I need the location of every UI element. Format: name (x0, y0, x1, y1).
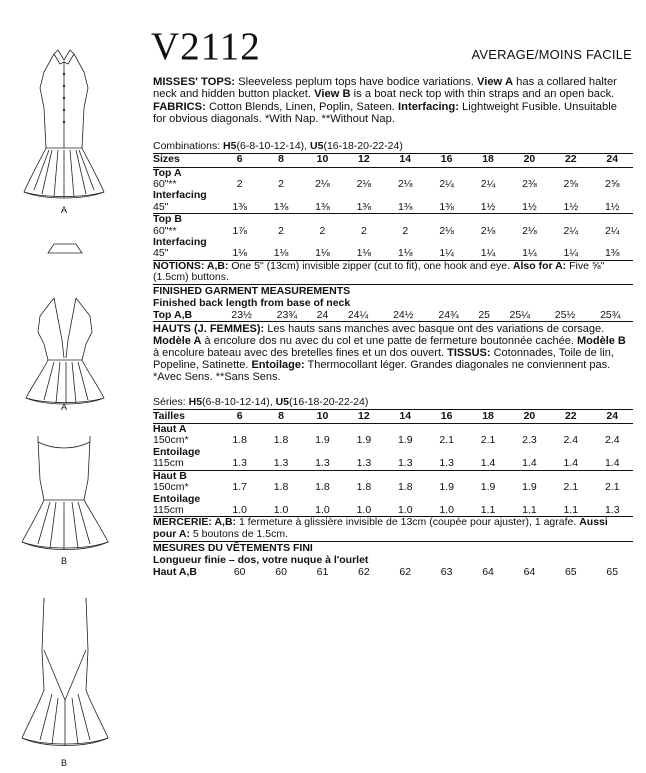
table-cell: 2.1 (604, 481, 620, 494)
table-cell: 1⅜ (592, 248, 633, 260)
table-cell: 1.9 (356, 434, 372, 447)
table-cell: 1⅛ (219, 248, 260, 260)
table-cell: 1.9 (522, 481, 537, 494)
table-cell: 1⅜ (356, 200, 372, 213)
table-cell: 2.1 (439, 434, 454, 447)
table-cell: 1⅛ (302, 248, 343, 260)
table-cell: 1.1 (550, 505, 591, 517)
sketch-drawings (0, 0, 140, 768)
table-cell: 14 (385, 410, 426, 424)
table-cell: 1.3 (232, 457, 247, 470)
table-cell: 60"** (153, 178, 177, 191)
table-row (153, 309, 633, 322)
table-cell: 1.0 (385, 505, 426, 517)
table-section-label (153, 237, 633, 248)
table-cell: 45" (153, 200, 169, 213)
table-cell: 1.0 (426, 505, 467, 517)
table-cell: 1.8 (315, 481, 330, 494)
sketch-view-a-back (26, 298, 104, 404)
table-cell: 8 (260, 410, 301, 424)
table-cell: 150cm* (153, 434, 189, 447)
table-cell: 1½ (480, 200, 496, 213)
sketch-view-b-back (22, 598, 108, 746)
table-cell: 1.9 (439, 481, 454, 494)
table-cell: 24 (592, 410, 633, 424)
table-row (153, 505, 633, 517)
text-fragment: Modèle A (153, 335, 202, 348)
text-fragment: View B (314, 88, 351, 101)
table-section-label (153, 494, 633, 505)
table-cell: Entoilage (153, 445, 201, 458)
text-fragment: has a collared halter neck and hidden button placket. (153, 76, 617, 101)
table-cell: 1⅜ (315, 200, 330, 213)
table-cell: Tailles (153, 410, 219, 424)
table-section-label (153, 190, 633, 201)
text-fragment: 1 fermeture à glissière invisible de 13cm (coupée pour ajuster), 1 agrafe. (236, 516, 580, 529)
table-row (153, 226, 633, 237)
table-cell: 1⅜ (232, 200, 247, 213)
table-cell: 1.4 (604, 457, 620, 470)
text-fragment: MERCERIE: A,B: (153, 516, 237, 529)
table-cell: 2¼ (563, 224, 579, 237)
table-cell: 1.9 (480, 481, 496, 494)
table-cell: 62 (399, 565, 412, 578)
table-section-label (153, 470, 633, 482)
table-cell: 2⅛ (397, 178, 413, 191)
table-cell: 2.1 (480, 434, 496, 447)
table-cell: 25¾ (588, 309, 633, 322)
english-finished-subtitle: Finished back length from base of neck (153, 297, 351, 310)
text-fragment: is a boat neck top with thin straps and an open back. (350, 88, 615, 101)
table-cell: 1.3 (356, 457, 372, 470)
table-cell: 16 (426, 153, 467, 167)
table-cell: 2⅛ (315, 178, 330, 191)
table-cell: 2 (236, 178, 243, 191)
table-cell: 14 (385, 153, 426, 167)
table-cell: 2⅛ (480, 224, 496, 237)
table-cell: Haut A,B (153, 565, 197, 578)
table-cell: 2.1 (563, 481, 579, 494)
text-fragment: U5 (310, 139, 324, 152)
sketch-label-b-front: B (61, 556, 68, 566)
table-header-row (153, 410, 633, 424)
text-fragment: H5 (223, 139, 237, 152)
table-cell: 1.1 (509, 505, 550, 517)
table-cell: 45" (153, 248, 219, 260)
text-fragment: Cotton Blends, Linen, Poplin, Sateen. (205, 100, 399, 113)
text-fragment: H5 (188, 396, 203, 409)
table-cell: 2 (402, 224, 409, 237)
table-cell: 64 (523, 565, 536, 578)
text-fragment: Modèle B (576, 335, 626, 348)
difficulty-rating: AVERAGE/MOINS FACILE (471, 47, 632, 62)
table-cell: 63 (440, 565, 453, 578)
table-cell: 2 (360, 224, 367, 237)
table-cell: 23¾ (264, 309, 309, 322)
text-fragment: One 5" (13cm) invisible zipper (cut to fit), one hook and eye. (228, 259, 513, 272)
french-yardage-table (153, 409, 633, 517)
table-cell: 1⅛ (343, 248, 384, 260)
table-cell: 1.3 (273, 457, 289, 470)
text-fragment: 5 boutons de 1.5cm. (189, 527, 289, 540)
text-fragment: (6-8-10-12-14), (202, 396, 276, 409)
table-cell: 1½ (563, 200, 579, 213)
french-finished-table (153, 566, 633, 578)
table-cell: 115cm (153, 505, 219, 517)
text-fragment: HAUTS (J. FEMMES): (153, 323, 265, 336)
table-cell: 22 (550, 153, 591, 167)
table-cell: 62 (358, 565, 370, 578)
table-cell (219, 214, 633, 226)
table-cell: 150cm* (153, 481, 189, 494)
table-cell: 18 (467, 153, 508, 167)
table-row (153, 202, 633, 214)
table-cell: 64 (482, 565, 494, 578)
text-fragment: Les hauts sans manches avec basque ont des variations de corsage. (264, 323, 605, 336)
french-combinations (153, 396, 633, 408)
table-cell: Entoilage (153, 492, 201, 505)
table-section-label (153, 424, 633, 436)
table-cell: 23½ (219, 309, 264, 322)
text-fragment: Aussi pour A: (153, 516, 608, 540)
english-notions (153, 261, 633, 284)
table-cell: 1.8 (232, 434, 247, 447)
table-cell: 24½ (381, 309, 426, 322)
table-cell: 1½ (522, 200, 537, 213)
table-cell: Top A,B (153, 309, 219, 322)
table-cell: 1⅜ (273, 200, 289, 213)
english-finished-table (153, 309, 633, 322)
table-cell: 1.3 (439, 457, 454, 470)
table-cell: 2¼ (480, 178, 496, 191)
french-finished-subtitle: Longueur finie – dos, votre nuque à l'ourlet (153, 553, 369, 566)
table-cell: 24 (310, 309, 336, 322)
text-fragment: à encolure dos nu avec du col et une patte de fermeture boutonnée cachée. (201, 335, 577, 348)
table-row (153, 482, 633, 493)
table-cell: 61 (316, 565, 329, 578)
table-cell: 2.4 (604, 434, 620, 447)
table-cell: Top B (153, 214, 219, 226)
table-cell: 1.3 (315, 457, 330, 470)
table-cell: 2.3 (522, 434, 537, 447)
table-cell: 1.0 (343, 505, 384, 517)
table-cell: 22 (550, 410, 591, 424)
table-section-label (153, 214, 633, 226)
table-cell: 25 (471, 309, 497, 322)
table-row (153, 458, 633, 470)
table-cell: Haut A (153, 423, 187, 436)
table-cell: Interfacing (153, 189, 207, 202)
table-cell: 1.3 (397, 457, 413, 470)
table-cell: 1.8 (273, 481, 289, 494)
table-cell: 1.8 (356, 481, 372, 494)
text-fragment: Sleeveless peplum tops have bodice variations. (235, 76, 477, 88)
text-fragment: Entoilage: (251, 359, 305, 372)
table-cell: 2.4 (563, 434, 579, 447)
table-cell: 8 (260, 153, 301, 167)
table-cell: 20 (509, 410, 550, 424)
table-cell: 1.4 (563, 457, 579, 470)
pattern-envelope-back (153, 20, 633, 578)
table-cell: 1¼ (550, 248, 591, 260)
table-cell: 60 (233, 565, 246, 578)
table-cell: 1.1 (467, 505, 508, 517)
table-row (153, 435, 633, 446)
text-fragment: Interfacing: (398, 100, 459, 113)
text-fragment: Cotonnades, Toile de lin, Popeline, Satinette. (153, 347, 614, 372)
table-cell: 1.0 (260, 505, 301, 517)
table-cell: 20 (509, 153, 550, 167)
table-cell: 115cm (153, 457, 184, 470)
table-cell: 1.4 (480, 457, 496, 470)
table-cell: 2 (278, 178, 284, 191)
sketch-label-a-front: A (61, 205, 68, 215)
table-cell: 1.9 (315, 434, 330, 447)
french-finished-title: MESURES DU VÊTEMENTS FINI (153, 541, 633, 554)
table-cell: 12 (343, 410, 384, 424)
table-cell: 65 (606, 565, 619, 578)
table-cell: 16 (426, 410, 467, 424)
table-cell: 1¼ (467, 248, 508, 260)
table-cell: 65 (564, 565, 577, 578)
table-cell: 1.8 (397, 481, 413, 494)
table-section-label (153, 447, 633, 458)
table-cell: 1⅜ (439, 200, 454, 213)
table-cell: 1⅜ (397, 200, 413, 213)
table-cell: 2⅜ (522, 178, 537, 191)
table-row (153, 179, 633, 190)
english-description (153, 76, 633, 126)
table-cell: 1.7 (232, 481, 247, 494)
table-cell: 24 (592, 153, 633, 167)
text-fragment: NOTIONS: A,B: (153, 259, 229, 272)
text-fragment: Also for A: (512, 259, 567, 272)
table-cell: 10 (302, 410, 343, 424)
table-cell: 1.3 (592, 505, 633, 517)
table-cell: 10 (302, 153, 343, 167)
text-fragment: Combinations: (153, 139, 224, 152)
table-header-row (153, 153, 633, 167)
table-cell: 1¼ (509, 248, 550, 260)
table-cell: 1.9 (397, 434, 413, 447)
text-fragment: TISSUS: (447, 347, 491, 360)
table-cell: 1¼ (426, 248, 467, 260)
table-cell: 25¼ (497, 309, 542, 322)
english-finished-title: FINISHED GARMENT MEASUREMENTS (153, 284, 633, 297)
table-cell: 2 (278, 224, 284, 237)
table-cell: 1⅛ (385, 248, 426, 260)
table-row (153, 248, 633, 260)
table-cell: 2⅝ (604, 178, 620, 191)
text-fragment: à encolure bateau avec des bretelles fines et un dos ouvert. (153, 347, 448, 360)
text-fragment: FABRICS: (153, 100, 206, 113)
table-cell: 1.8 (273, 434, 289, 447)
english-combinations (153, 140, 633, 152)
text-fragment: (6-8-10-12-14), (236, 139, 311, 152)
pattern-code: V2112 (151, 25, 261, 68)
table-cell: 60"** (153, 224, 177, 237)
text-fragment: Thermocollant léger. Grandes diagonales ne conviennent pas. *Avec Sens. **Sans Sens. (153, 359, 611, 384)
table-cell: 18 (467, 410, 508, 424)
sketch-label-a-back: A (61, 402, 68, 412)
table-section-label (153, 167, 633, 179)
table-cell: Sizes (153, 153, 219, 167)
sketch-label-b-back: B (61, 758, 68, 768)
table-cell: 1½ (604, 200, 620, 213)
table-cell: 6 (219, 410, 260, 424)
sketch-collar-piece (48, 244, 82, 253)
table-cell: 60 (275, 565, 287, 578)
table-cell: 2 (319, 224, 326, 237)
table-cell: 1.0 (302, 505, 343, 517)
technical-sketches (0, 0, 140, 768)
table-cell: 25½ (542, 309, 587, 322)
table-cell: Top A (153, 166, 182, 179)
text-fragment: (16-18-20-22-24) (289, 396, 369, 409)
french-notions (153, 517, 633, 540)
sketch-view-a-front (24, 50, 104, 198)
text-fragment: U5 (275, 396, 290, 409)
table-cell: 2⅝ (563, 178, 579, 191)
table-row (153, 566, 633, 578)
table-cell: 2¼ (439, 178, 454, 191)
pattern-header (153, 20, 633, 76)
table-cell: Interfacing (153, 236, 207, 249)
table-cell: 2⅛ (439, 224, 454, 237)
table-cell: 24¼ (335, 309, 380, 322)
text-fragment: MISSES' TOPS: (153, 76, 236, 88)
english-yardage-table (153, 153, 633, 261)
text-fragment: Lightweight Fusible. Unsuitable for obvious diagonals. *With Nap. **Without Nap. (153, 100, 617, 126)
text-fragment: View A (476, 76, 514, 88)
table-cell: 1.4 (522, 457, 537, 470)
french-description (153, 323, 633, 383)
text-fragment: (16-18-20-22-24) (323, 139, 403, 152)
table-cell: Haut B (153, 470, 219, 482)
sketch-view-b-front (22, 436, 108, 550)
table-cell: 2⅛ (522, 224, 537, 237)
table-cell: 1⅛ (260, 248, 301, 260)
text-fragment: Five ⅝" (1.5cm) buttons. (153, 259, 605, 284)
table-cell: 2¼ (604, 224, 620, 237)
table-cell: 1.0 (219, 505, 260, 517)
text-fragment: Séries: (153, 396, 189, 409)
table-cell: 24¾ (426, 309, 471, 322)
table-cell: 6 (219, 153, 260, 167)
table-cell: 2⅛ (356, 178, 372, 191)
table-cell: 1⅞ (232, 224, 247, 237)
table-cell: 12 (343, 153, 384, 167)
